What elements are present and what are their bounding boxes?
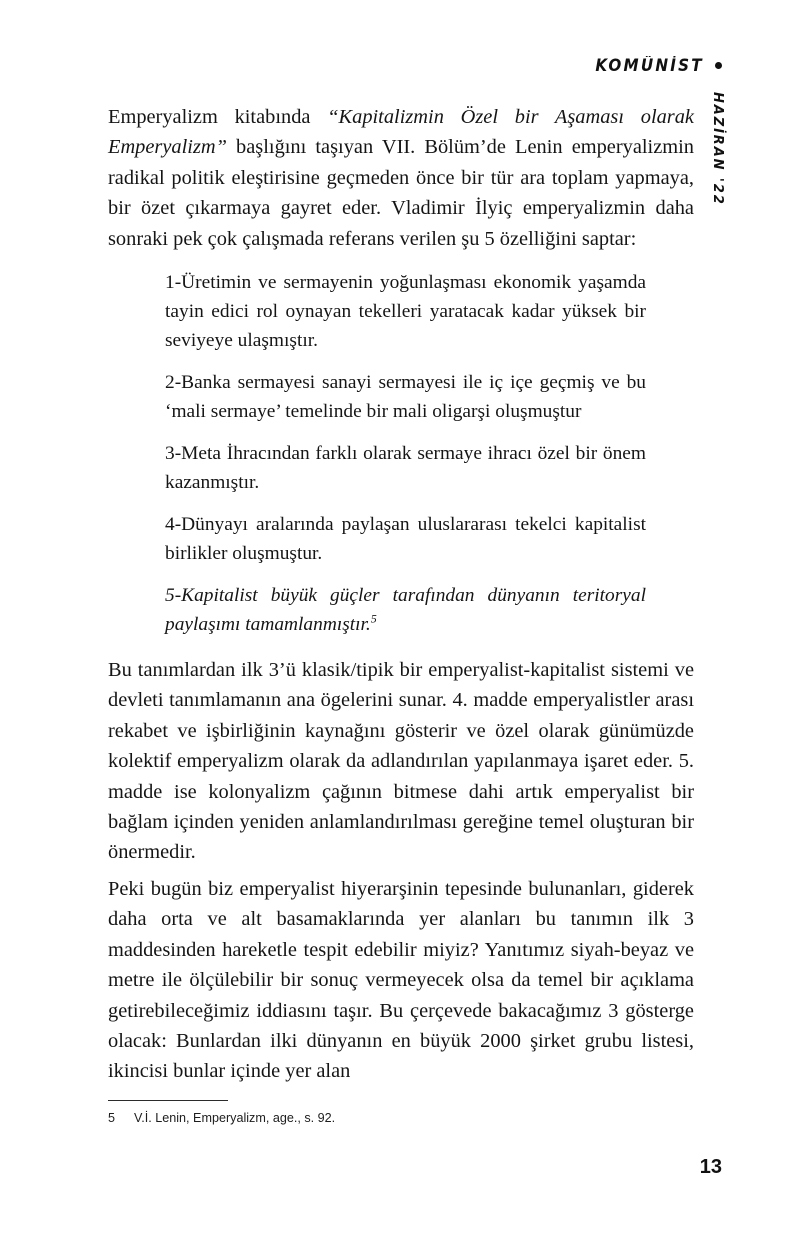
footnote-separator-rule [108,1100,228,1101]
list-item-text: 5-Kapitalist büyük güçler tarafından dünyanın teritoryal paylaşımı tamamlanmıştır. [165,585,646,636]
footnote-entry [108,1110,694,1126]
running-head [586,56,722,75]
issue-date-label: HAZİRAN '22 [710,92,725,206]
footnote-marker: 5 [370,611,377,626]
page-number: 13 [699,1156,722,1178]
list-item: 1-Üretimin ve sermayenin yoğunlaşması ekonomik yaşamda tayin edici rol oynayan tekelleri yaratacak kadar yüksek bir seviyeye ulaşmıştır. [165,272,646,352]
list-item: 4-Dünyayı aralarında paylaşan uluslararası tekelci kapitalist birlikler oluşmuştur. [165,514,646,565]
paragraph-question: Peki bugün biz emperyalist hiyerarşinin tepesinde bulunanları, giderek daha orta ve alt basamaklarında yer alanları bu tanımın ilk 3 maddesinden hareketle tespit edebilir miyiz? Yanıtımız siyah-beyaz ve metre ile ölçülebilir bir sonuç vermeyecek olsa da temel bir açıklama getirebileceğimiz iddiasını taşır. Bu çerçevede bakacağımız 3 gösterge olacak: Bunlardan ilki dünyanın en büyük 2000 şirket grubu listesi, ikincisi bunlar içinde yer alan [108,877,694,1083]
footnote-citation: V.İ. Lenin, Emperyalizm, age., s. 92. [134,1111,336,1125]
page-content [108,102,694,1093]
footnote-number: 5 [108,1111,116,1125]
list-item: 3-Meta İhracından farklı olarak sermaye ihracı özel bir önem kazanmıştır. [165,443,646,494]
paragraph-analysis: Bu tanımlardan ilk 3’ü klasik/tipik bir emperyalist-kapitalist sistemi ve devleti tanımlamanın ana ögelerini sunar. 4. madde emperyalistler arası rekabet ve işbirliğinin kaynağını gösterir ve özel olarak günümüzde kolektif emperyalizm olarak da adlandırılan yapılanmaya işaret eder. 5. madde ise kolonyalizm çağının bitmese dahi artık emperyalist bir bağlam içinden yeniden anlamlandırılması gereğine temel oluşturan bir önermedir. [108,659,694,864]
list-item [165,581,646,639]
issue-date-vertical [712,92,734,212]
list-item: 2-Banka sermayesi sanayi sermayesi ile iç içe geçmiş ve bu ‘mali sermaye’ temelinde bir mali oligarşi oluşmuştur [165,372,646,423]
feature-list [108,268,694,639]
book-chapter-title: “Kapitalizmin Özel bir Aşaması olarak Emperyalizm” [108,106,694,159]
paragraph-intro-part2: başlığını taşıyan VII. Bölüm’de Lenin emperyalizmin radikal politik eleştirisine geçmeden önce bir tür ara toplam yapmaya, bir özet çıkarmaya gayret eder. Vladimir İlyiç emperyalizmin daha sonraki pek çok çalışmada referans verilen şu 5 özelliğini saptar: [108,136,694,250]
footnote-area [108,1100,694,1126]
paragraph-intro [108,102,694,254]
paragraph-intro-part1: Emperyalizm kitabında [108,106,328,128]
bullet-dot-icon [715,62,722,69]
journal-title: KOMÜNİST [595,56,704,75]
